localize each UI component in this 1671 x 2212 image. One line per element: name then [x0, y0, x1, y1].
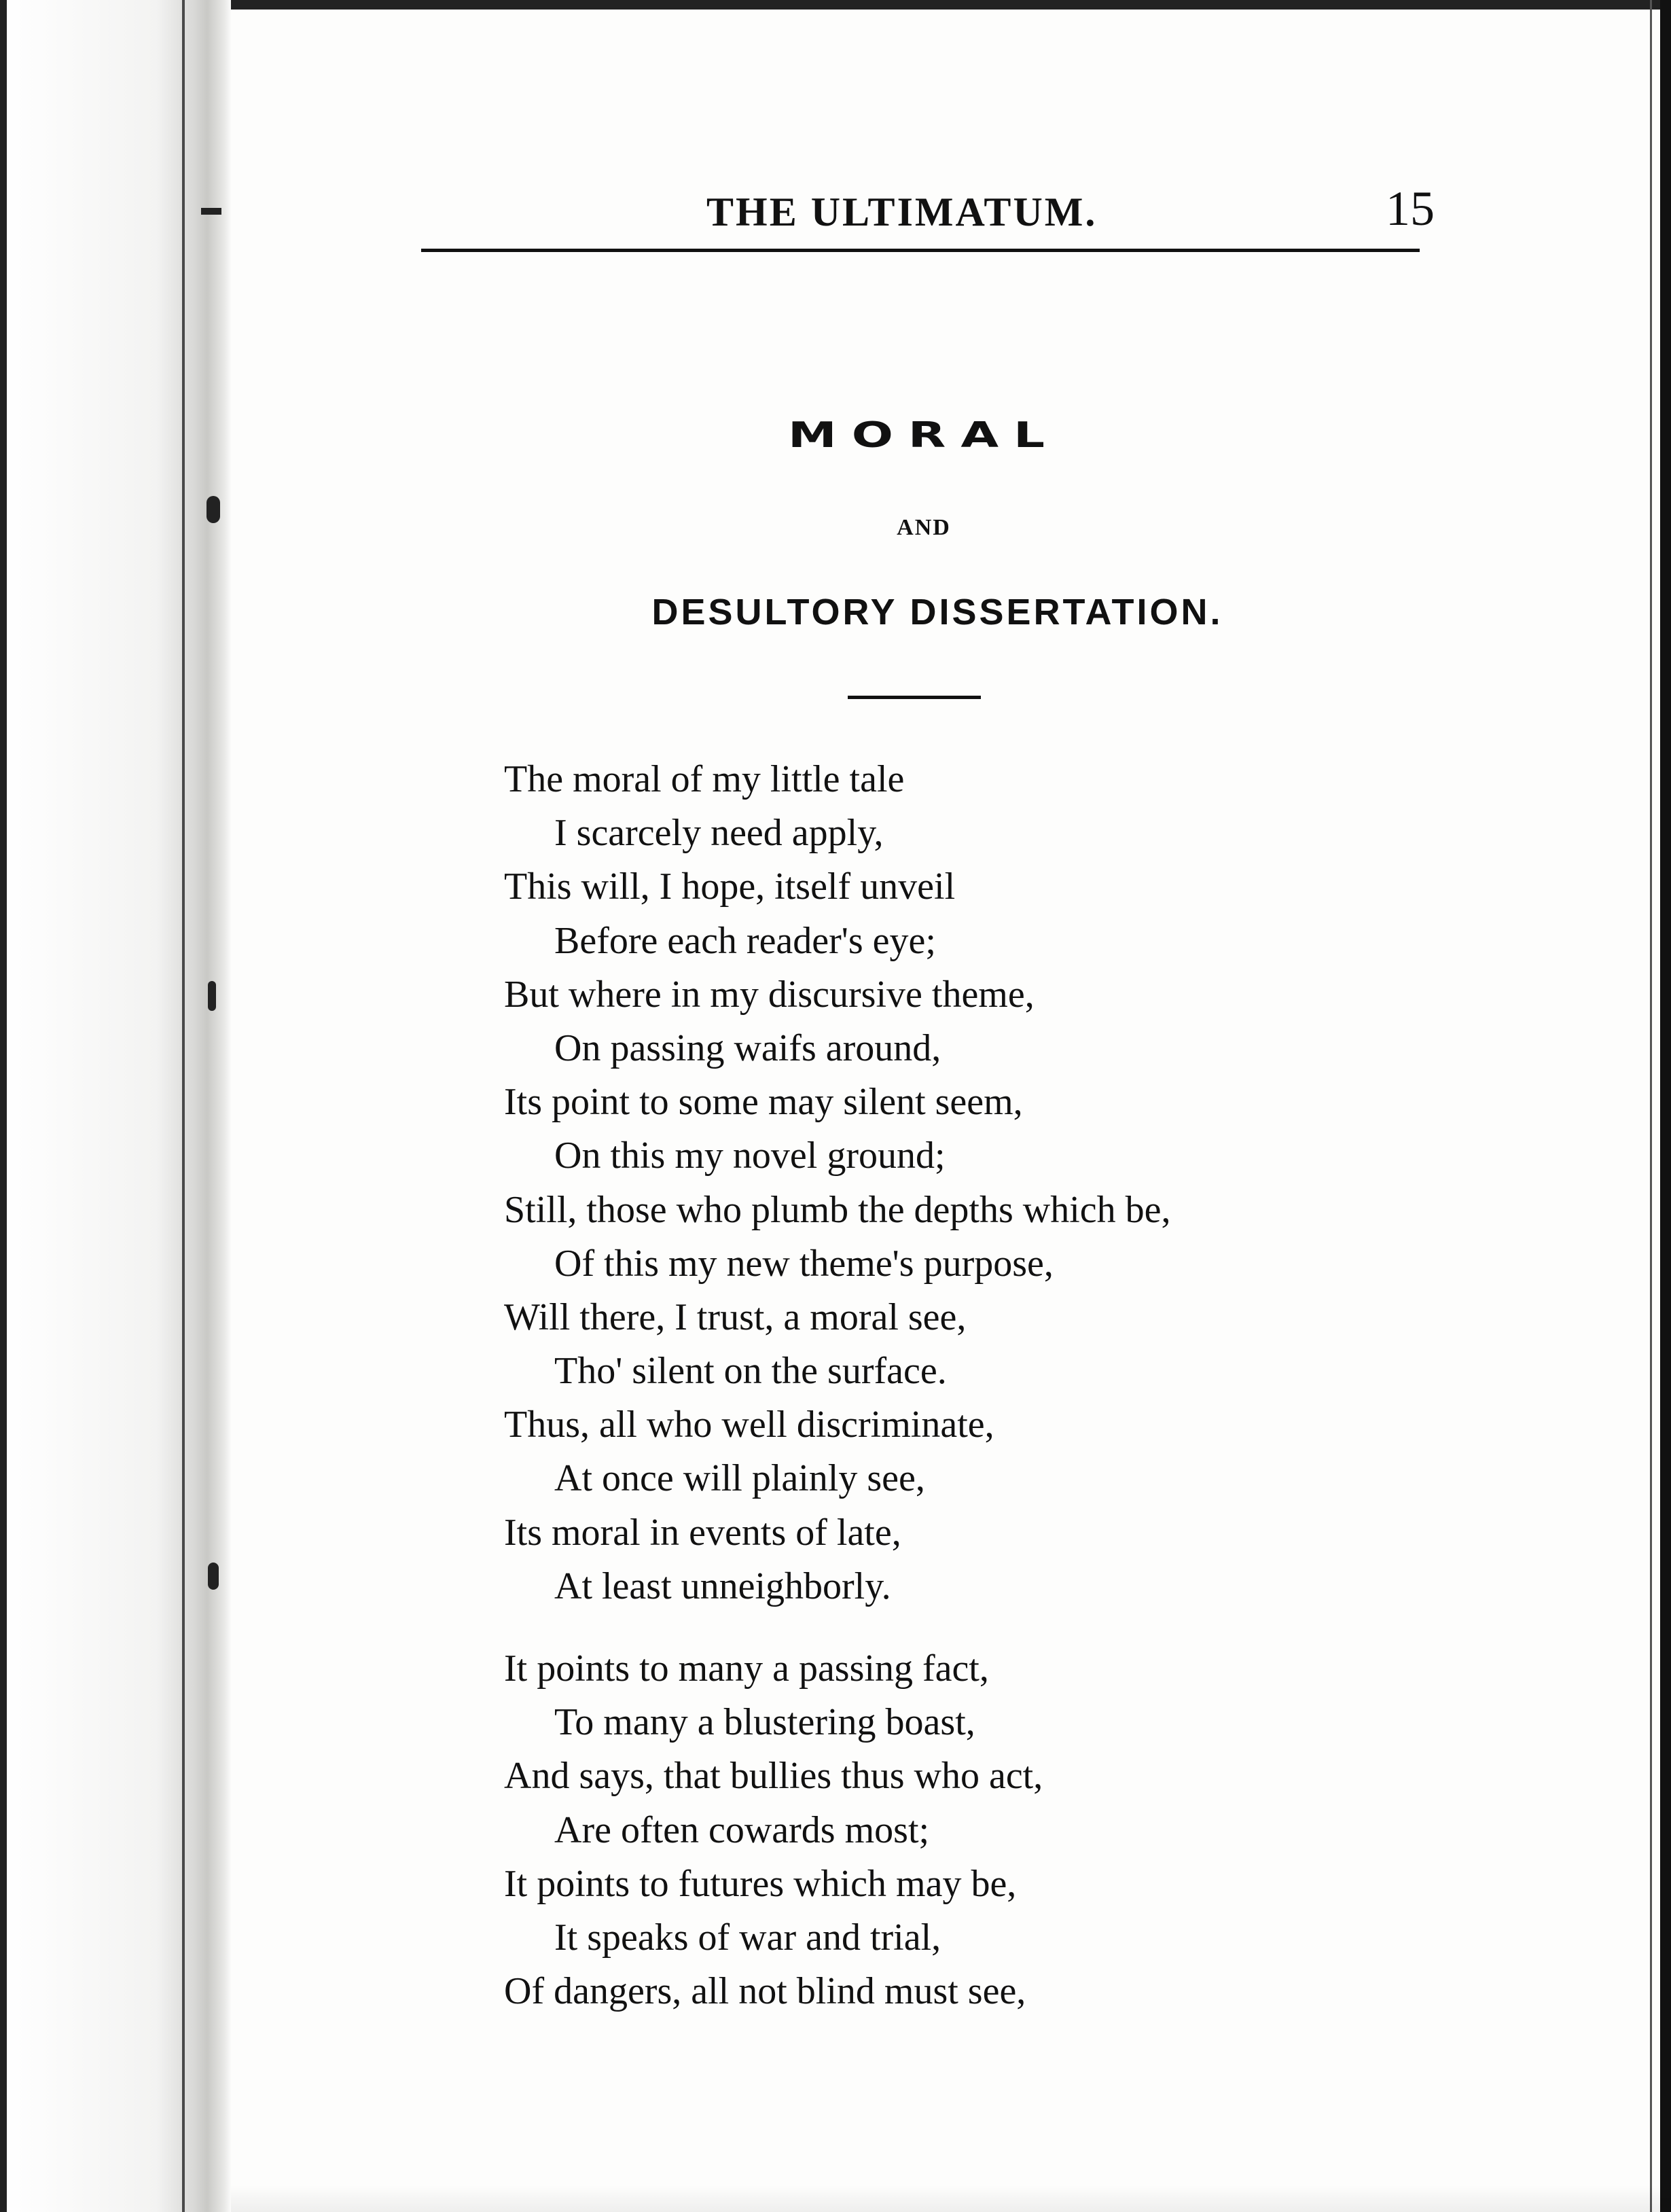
poem-line: It points to futures which may be,	[504, 1862, 1017, 1905]
right-scan-edge	[1660, 0, 1671, 2212]
poem-line: On passing waifs around,	[554, 1027, 941, 1069]
bottom-shadow	[231, 2185, 1671, 2212]
poem-line: The moral of my little tale	[504, 758, 905, 800]
title-rule	[848, 696, 981, 699]
page-number: 15	[1386, 181, 1435, 236]
binding-mark	[201, 208, 221, 215]
poem-line: It speaks of war and trial,	[554, 1916, 941, 1959]
right-page-edge	[1650, 0, 1652, 2212]
poem-stanza	[504, 1642, 1387, 2018]
poem-stanza	[504, 753, 1387, 1613]
poem-line: At once will plainly see,	[554, 1457, 925, 1500]
page-gutter	[0, 0, 231, 2212]
binding-mark	[208, 981, 216, 1011]
poem-line: Of dangers, all not blind must see,	[504, 1970, 1026, 2013]
stanza-break	[504, 1613, 1387, 1642]
binding-mark	[206, 496, 220, 523]
left-scan-edge	[0, 0, 7, 2212]
poem-line: I scarcely need apply,	[554, 812, 884, 855]
poem-line: Still, those who plumb the depths which be,	[504, 1188, 1171, 1231]
poem-line: To many a blustering boast,	[554, 1701, 975, 1744]
section-subtitle: DESULTORY DISSERTATION.	[651, 592, 1223, 632]
poem-line: Tho' silent on the surface.	[554, 1350, 947, 1393]
poem-line: It points to many a passing fact,	[504, 1647, 989, 1690]
poem-line: Its moral in events of late,	[504, 1511, 901, 1554]
poem-line: Will there, I trust, a moral see,	[504, 1296, 967, 1338]
binding-edge	[182, 0, 185, 2212]
poem-body	[504, 753, 1387, 2018]
poem-line: Before each reader's eye;	[554, 919, 936, 962]
poem-line: Its point to some may silent seem,	[504, 1081, 1023, 1124]
running-title: THE ULTIMATUM.	[706, 190, 1098, 234]
poem-line: At least unneighborly.	[554, 1565, 891, 1607]
section-title: MORAL	[788, 414, 1060, 456]
header-rule	[421, 249, 1420, 252]
poem-line: This will, I hope, itself unveil	[504, 866, 956, 908]
poem-line: On this my novel ground;	[554, 1135, 946, 1177]
section-title-conjunction: AND	[897, 515, 951, 540]
poem-line: Thus, all who well discriminate,	[504, 1404, 994, 1446]
poem-line: And says, that bullies thus who act,	[504, 1755, 1043, 1798]
poem-line: Are often cowards most;	[554, 1808, 930, 1851]
poem-line: Of this my new theme's purpose,	[554, 1242, 1054, 1285]
binding-mark	[208, 1563, 219, 1590]
poem-line: But where in my discursive theme,	[504, 973, 1035, 1016]
top-scan-edge	[231, 0, 1671, 10]
